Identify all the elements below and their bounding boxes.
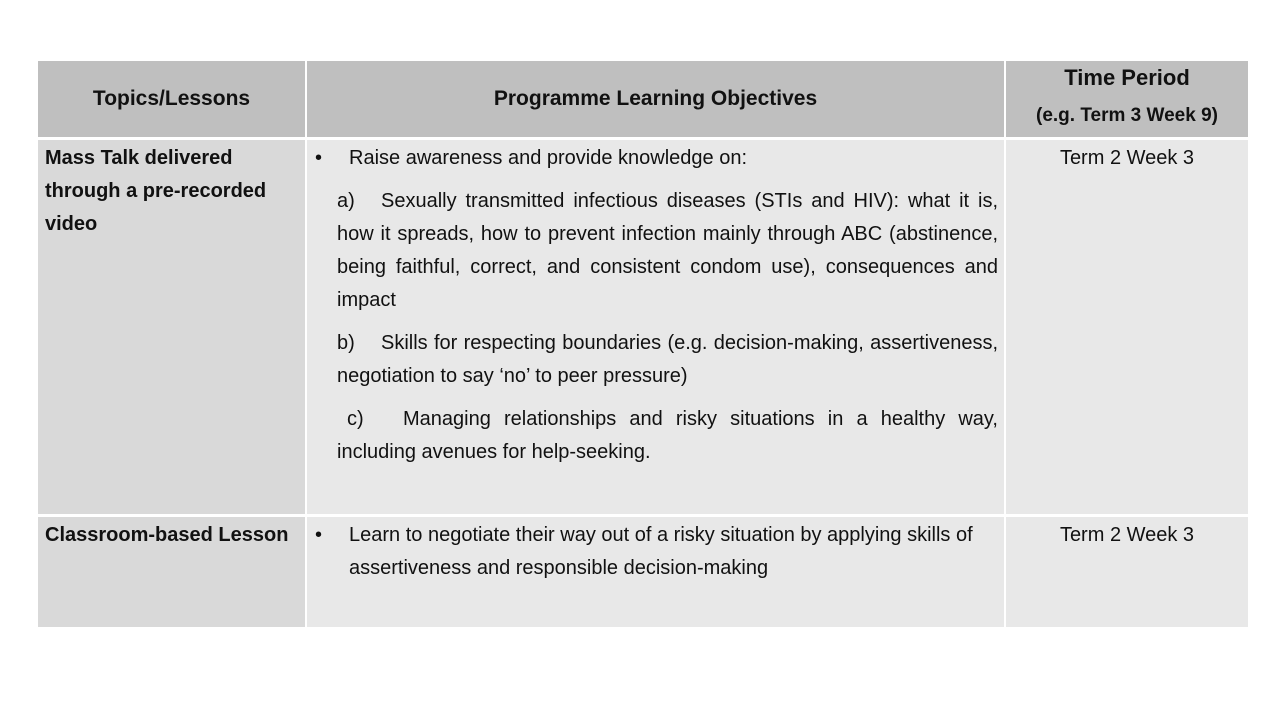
sub-item-text: Skills for respecting boundaries (e.g. decision-making, assertiveness, negotiation to say ‘no’ to peer pressure) (337, 332, 998, 387)
sub-item-text: Managing relationships and risky situations in a healthy way, including avenues for help-seeking. (337, 408, 998, 463)
sub-item-label: b) (337, 332, 355, 354)
header-topics: Topics/Lessons (38, 61, 307, 140)
header-objectives: Programme Learning Objectives (307, 61, 1006, 140)
table-row (38, 517, 1248, 627)
bullet-item (315, 142, 998, 175)
table-row (38, 140, 1248, 517)
sub-item-text: Sexually transmitted infectious diseases (STIs and HIV): what it is, how it spreads, how to prevent infection mainly through ABC (abstinence, being faithful, correct, and consistent condom use), consequences and impact (337, 190, 998, 311)
sub-item-c (315, 403, 998, 469)
sub-item-label: c) (347, 408, 364, 430)
bullet-item (315, 519, 998, 585)
objectives-cell (307, 140, 1006, 517)
objectives-cell (307, 517, 1006, 627)
sub-item-label: a) (337, 190, 355, 212)
bullet-text: Learn to negotiate their way out of a risky situation by applying skills of assertiveness and responsible decision-making (349, 524, 973, 579)
time-cell: Term 2 Week 3 (1006, 140, 1248, 517)
header-time-period-example: (e.g. Term 3 Week 9) (1036, 105, 1218, 126)
bullet-icon: • (315, 147, 323, 169)
bullet-text: Raise awareness and provide knowledge on: (349, 147, 748, 169)
time-cell: Term 2 Week 3 (1006, 517, 1248, 627)
lesson-plan-table (38, 61, 1248, 627)
topic-cell: Classroom-based Lesson (38, 517, 307, 627)
table-header-row (38, 61, 1248, 140)
header-time-period (1006, 61, 1248, 140)
sub-item-b (315, 327, 998, 393)
sub-item-a (315, 185, 998, 317)
topic-cell: Mass Talk delivered through a pre-recorded video (38, 140, 307, 517)
header-time-period-title: Time Period (1064, 65, 1190, 90)
bullet-icon: • (315, 524, 323, 546)
